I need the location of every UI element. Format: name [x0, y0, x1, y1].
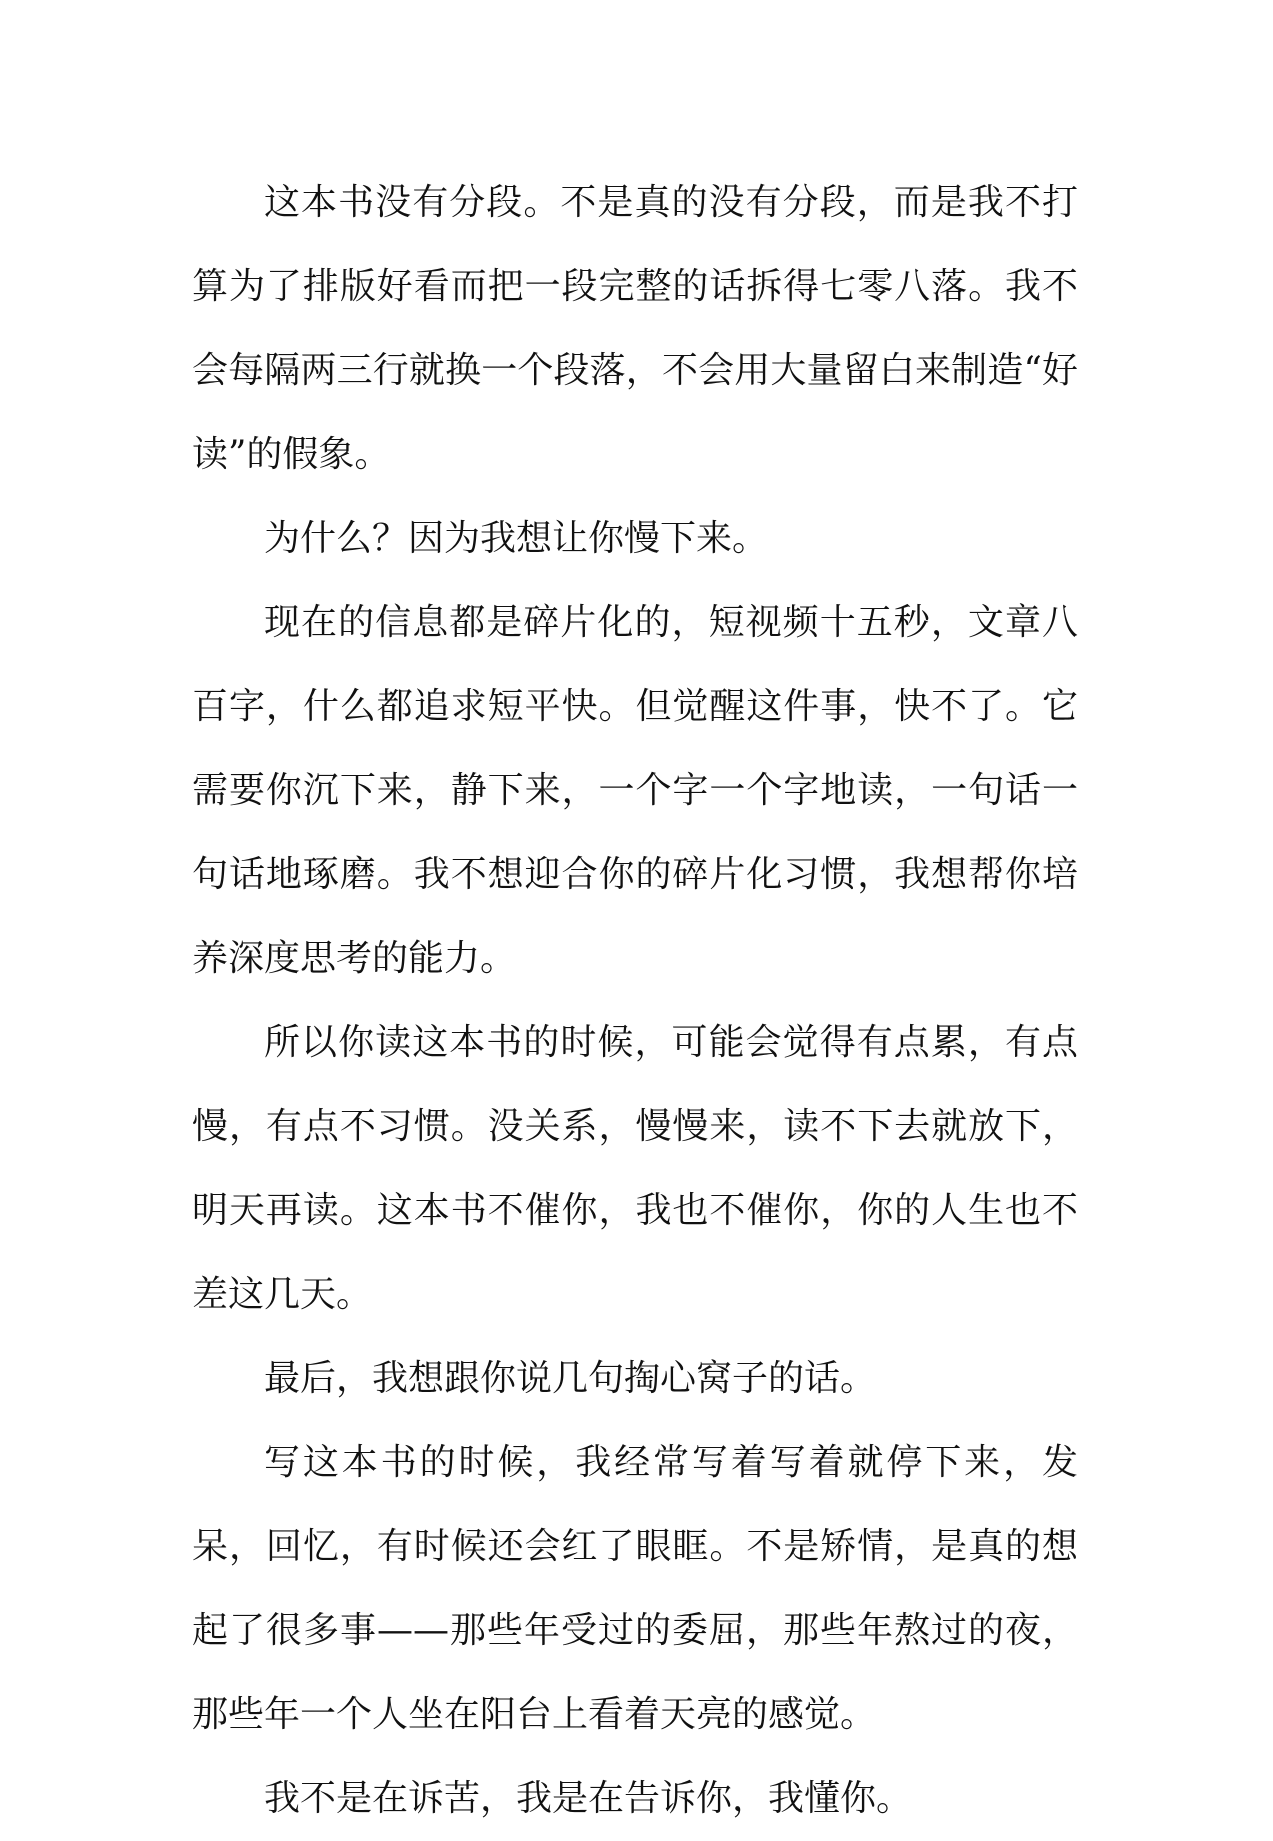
- paragraph-why-slow-down: 为什么？因为我想让你慢下来。: [264, 518, 769, 559]
- paragraph-fragmented-information: 现在的信息都是碎片化的，短视频十五秒，文章八百字，什么都追求短平快。但觉醒这件事，快不了。它需要你沉下来，静下来，一个字一个字地读，一句话一句话地琢磨。我不想迎合你的碎片化习惯，我想帮你培养深度思考的能力。: [192, 602, 1078, 979]
- paragraph-heartfelt-words: 最后，我想跟你说几句掏心窝子的话。: [264, 1358, 877, 1399]
- paragraph-understanding-you: 我不是在诉苦，我是在告诉你，我懂你。: [264, 1778, 913, 1819]
- paragraph-reading-pace: 所以你读这本书的时候，可能会觉得有点累，有点慢，有点不习惯。没关系，慢慢来，读不下去就放下，明天再读。这本书不催你，我也不催你，你的人生也不差这几天。: [192, 1022, 1078, 1315]
- paragraph-writing-memories: 写这本书的时候，我经常写着写着就停下来，发呆，回忆，有时候还会红了眼眶。不是矫情，是真的想起了很多事——那些年受过的委屈，那些年熬过的夜，那些年一个人坐在阳台上看着天亮的感觉。: [192, 1442, 1078, 1735]
- paragraph-no-sections: 这本书没有分段。不是真的没有分段，而是我不打算为了排版好看而把一段完整的话拆得七零八落。我不会每隔两三行就换一个段落，不会用大量留白来制造“好读”的假象。: [192, 182, 1078, 475]
